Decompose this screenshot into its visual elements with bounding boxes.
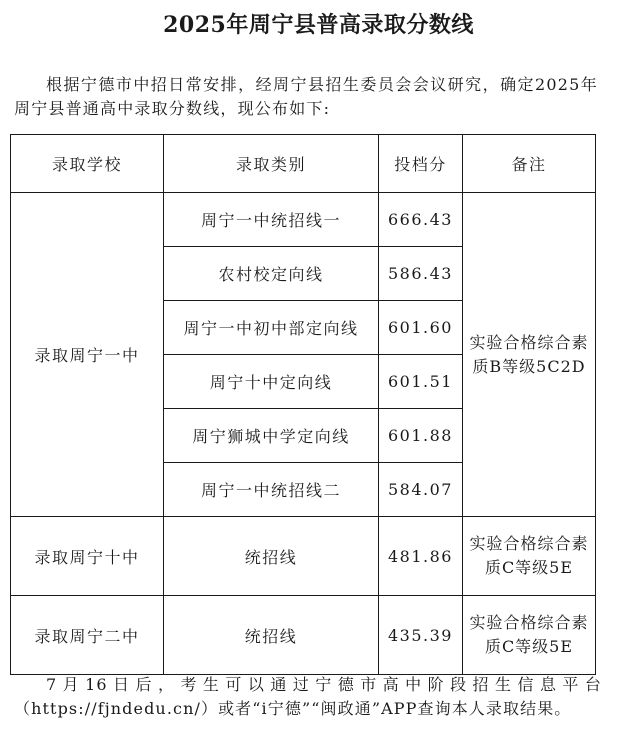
- admission-score-table: [10, 134, 596, 675]
- table-header-row: [11, 135, 596, 193]
- header-note: 备注: [463, 135, 596, 193]
- table-row: [11, 517, 596, 596]
- category-cell: 统招线: [164, 517, 379, 596]
- header-category: 录取类别: [164, 135, 379, 193]
- school-cell: 录取周宁二中: [11, 596, 164, 675]
- category-cell: 统招线: [164, 596, 379, 675]
- footer-paragraph: 7月16日后，考生可以通过宁德市高中阶段招生信息平台（https://fjndedu.cn/）或者“i宁德”“闽政通”APP查询本人录取结果。: [14, 675, 602, 718]
- category-cell: 周宁十中定向线: [164, 355, 379, 409]
- school-cell: 录取周宁十中: [11, 517, 164, 596]
- score-cell: 481.86: [379, 517, 463, 596]
- category-cell: 周宁一中初中部定向线: [164, 301, 379, 355]
- category-cell: 周宁一中统招线一: [164, 193, 379, 247]
- school-cell: 录取周宁一中: [11, 193, 164, 517]
- category-cell: 周宁一中统招线二: [164, 463, 379, 517]
- score-cell: 601.60: [379, 301, 463, 355]
- score-cell: 584.07: [379, 463, 463, 517]
- header-school: 录取学校: [11, 135, 164, 193]
- score-cell: 586.43: [379, 247, 463, 301]
- note-cell: 实验合格综合素质C等级5E: [463, 596, 596, 675]
- score-cell: 601.51: [379, 355, 463, 409]
- intro-paragraph: 根据宁德市中招日常安排，经周宁县招生委员会会议研究，确定2025年周宁县普通高中录取分数线，现公布如下:: [14, 75, 598, 118]
- table-row: [11, 596, 596, 675]
- header-score: 投档分: [379, 135, 463, 193]
- note-cell: 实验合格综合素质C等级5E: [463, 517, 596, 596]
- score-cell: 666.43: [379, 193, 463, 247]
- page-title: 2025年周宁县普高录取分数线: [163, 12, 474, 38]
- category-cell: 农村校定向线: [164, 247, 379, 301]
- score-cell: 601.88: [379, 409, 463, 463]
- table-row: [11, 193, 596, 247]
- category-cell: 周宁狮城中学定向线: [164, 409, 379, 463]
- note-cell: 实验合格综合素质B等级5C2D: [463, 193, 596, 517]
- score-cell: 435.39: [379, 596, 463, 675]
